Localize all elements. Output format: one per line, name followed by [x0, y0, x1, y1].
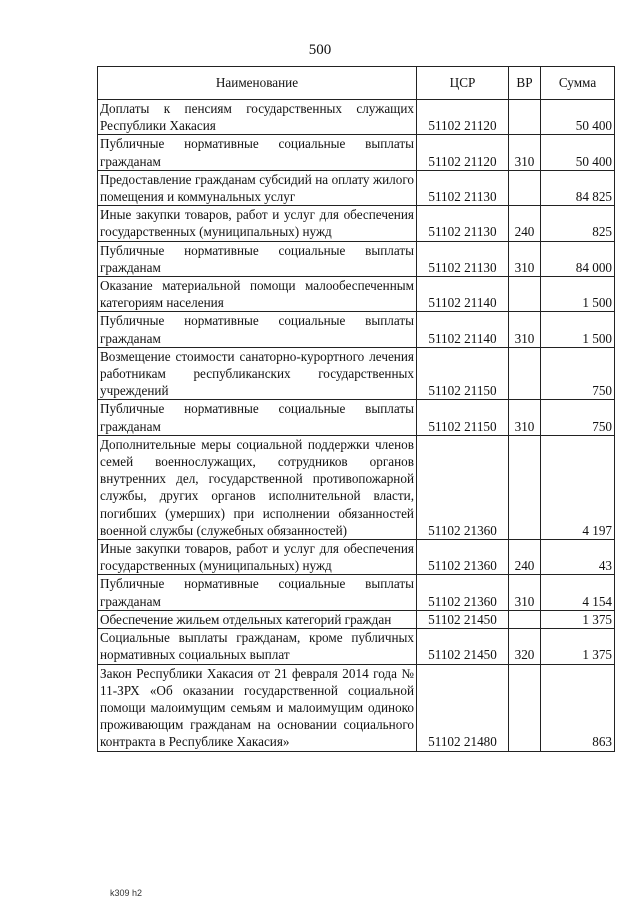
- cell-csr: 51102 21360: [417, 575, 509, 610]
- table-row: [98, 664, 615, 751]
- cell-vr: [509, 664, 541, 751]
- page-footer: k309 h2: [110, 888, 143, 898]
- cell-vr: 310: [509, 241, 541, 276]
- cell-name: Публичные нормативные социальные выплаты гражданам: [98, 575, 417, 610]
- cell-csr: 51102 21140: [417, 277, 509, 312]
- table-row: [98, 575, 615, 610]
- cell-sum: 1 500: [541, 312, 615, 347]
- table-row: [98, 435, 615, 539]
- cell-vr: [509, 347, 541, 400]
- header-vr: ВР: [509, 67, 541, 100]
- cell-name: Закон Республики Хакасия от 21 февраля 2014 года № 11-ЗРХ «Об оказании государственной социальной помощи малоимущим семьям и малоимущим одиноко проживающим гражданам на основании социального контракта в Республике Хакасия»: [98, 664, 417, 751]
- cell-sum: 84 825: [541, 170, 615, 205]
- cell-name: Возмещение стоимости санаторно-курортного лечения работникам республиканских государственных учреждений: [98, 347, 417, 400]
- cell-sum: 750: [541, 347, 615, 400]
- cell-name: Обеспечение жильем отдельных категорий граждан: [98, 610, 417, 628]
- cell-csr: 51102 21120: [417, 100, 509, 135]
- cell-sum: 1 375: [541, 629, 615, 664]
- cell-csr: 51102 21130: [417, 206, 509, 241]
- cell-csr: 51102 21150: [417, 347, 509, 400]
- cell-vr: 310: [509, 575, 541, 610]
- cell-name: Дополнительные меры социальной поддержки членов семей военнослужащих, сотрудников органов внутренних дел, государственной противопожарной службы, других органов исполнительной власти, погибших (умерших) при исполнении обязанностей военной службы (служебных обязанностей): [98, 435, 417, 539]
- cell-name: Иные закупки товаров, работ и услуг для обеспечения государственных (муниципальных) нужд: [98, 206, 417, 241]
- cell-name: Публичные нормативные социальные выплаты гражданам: [98, 135, 417, 170]
- cell-csr: 51102 21360: [417, 435, 509, 539]
- table-row: [98, 170, 615, 205]
- cell-vr: 310: [509, 135, 541, 170]
- table-body: [98, 100, 615, 752]
- cell-vr: 310: [509, 400, 541, 435]
- cell-csr: 51102 21450: [417, 610, 509, 628]
- cell-sum: 84 000: [541, 241, 615, 276]
- cell-vr: 320: [509, 629, 541, 664]
- cell-sum: 825: [541, 206, 615, 241]
- cell-vr: 240: [509, 206, 541, 241]
- cell-csr: 51102 21480: [417, 664, 509, 751]
- cell-vr: 240: [509, 540, 541, 575]
- table-row: [98, 347, 615, 400]
- table-row: [98, 610, 615, 628]
- table-row: [98, 540, 615, 575]
- cell-csr: 51102 21130: [417, 170, 509, 205]
- table-row: [98, 629, 615, 664]
- cell-vr: [509, 170, 541, 205]
- table-row: [98, 312, 615, 347]
- header-sum: Сумма: [541, 67, 615, 100]
- cell-name: Иные закупки товаров, работ и услуг для обеспечения государственных (муниципальных) нужд: [98, 540, 417, 575]
- cell-name: Публичные нормативные социальные выплаты гражданам: [98, 241, 417, 276]
- cell-name: Социальные выплаты гражданам, кроме публичных нормативных социальных выплат: [98, 629, 417, 664]
- cell-csr: 51102 21140: [417, 312, 509, 347]
- cell-csr: 51102 21360: [417, 540, 509, 575]
- cell-csr: 51102 21120: [417, 135, 509, 170]
- cell-name: Публичные нормативные социальные выплаты гражданам: [98, 312, 417, 347]
- cell-sum: 750: [541, 400, 615, 435]
- page-number: 500: [308, 42, 332, 58]
- cell-sum: 50 400: [541, 135, 615, 170]
- cell-sum: 50 400: [541, 100, 615, 135]
- header-csr: ЦСР: [417, 67, 509, 100]
- cell-csr: 51102 21130: [417, 241, 509, 276]
- cell-name: Публичные нормативные социальные выплаты гражданам: [98, 400, 417, 435]
- budget-table: [97, 66, 615, 752]
- table-header-row: [98, 67, 615, 100]
- cell-vr: 310: [509, 312, 541, 347]
- cell-sum: 4 197: [541, 435, 615, 539]
- table-row: [98, 277, 615, 312]
- cell-vr: [509, 610, 541, 628]
- cell-vr: [509, 100, 541, 135]
- cell-vr: [509, 277, 541, 312]
- cell-sum: 4 154: [541, 575, 615, 610]
- header-name: Наименование: [98, 67, 417, 100]
- cell-name: Предоставление гражданам субсидий на оплату жилого помещения и коммунальных услуг: [98, 170, 417, 205]
- cell-sum: 1 375: [541, 610, 615, 628]
- table-row: [98, 206, 615, 241]
- cell-sum: 863: [541, 664, 615, 751]
- table-row: [98, 100, 615, 135]
- cell-sum: 43: [541, 540, 615, 575]
- cell-name: Доплаты к пенсиям государственных служащих Республики Хакасия: [98, 100, 417, 135]
- cell-csr: 51102 21450: [417, 629, 509, 664]
- table-row: [98, 241, 615, 276]
- cell-name: Оказание материальной помощи малообеспеченным категориям населения: [98, 277, 417, 312]
- table-row: [98, 400, 615, 435]
- table-row: [98, 135, 615, 170]
- cell-csr: 51102 21150: [417, 400, 509, 435]
- cell-vr: [509, 435, 541, 539]
- cell-sum: 1 500: [541, 277, 615, 312]
